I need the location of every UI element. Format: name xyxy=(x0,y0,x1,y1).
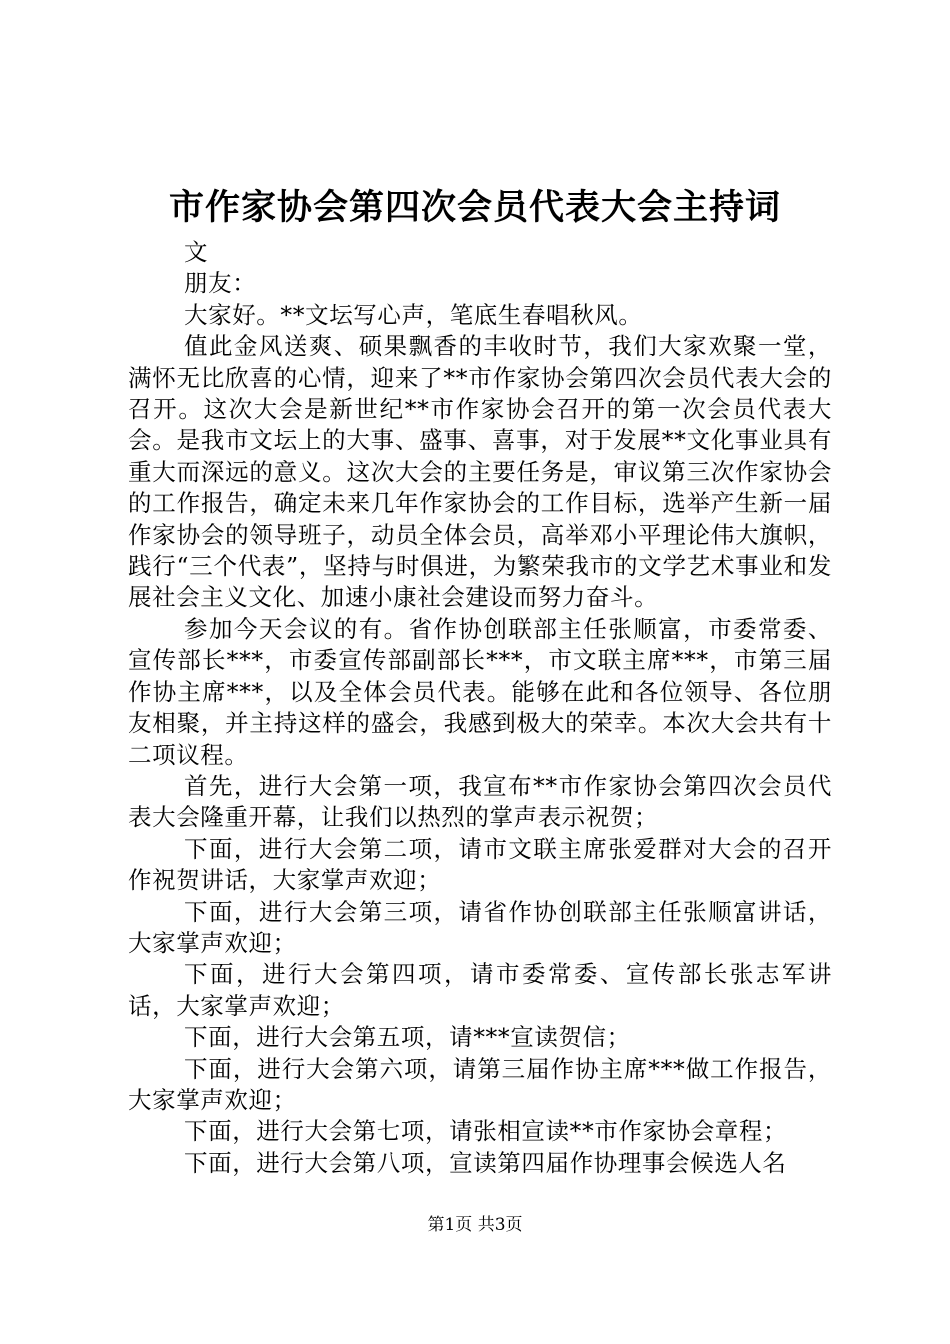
agenda-item-8: 下面，进行大会第八项，宣读第四届作协理事会候选人名 xyxy=(184,1148,787,1177)
paragraph-attendees: 参加今天会议的有。省作协创联部主任张顺富，市委常委、宣传部长***，市委宣传部副部长***，市文联主席***，市第三届作协主席***，以及全体会员代表。能够在此和各位领导、各位朋友相聚，并主持这样的盛会，我感到极大的荣幸。本次大会共有十二项议程。 xyxy=(128,614,832,769)
salutation: 朋友： xyxy=(184,269,257,298)
agenda-item-7: 下面，进行大会第七项，请张相宣读**市作家协会章程； xyxy=(184,1117,788,1146)
agenda-item-2: 下面，进行大会第二项，请市文联主席张爱群对大会的召开作祝贺讲话，大家掌声欢迎； xyxy=(128,834,832,895)
agenda-item-6: 下面，进行大会第六项，请第三届作协主席***做工作报告，大家掌声欢迎； xyxy=(128,1054,832,1114)
agenda-item-4: 下面，进行大会第四项，请市委常委、宣传部长张志军讲话，大家掌声欢迎； xyxy=(128,960,832,1020)
page-number-footer: 第1页 共3页 xyxy=(427,1215,523,1235)
agenda-item-1: 首先，进行大会第一项，我宣布**市作家协会第四次会员代表大会隆重开幕，让我们以热烈的掌声表示祝贺； xyxy=(128,771,832,832)
agenda-item-3: 下面，进行大会第三项，请省作协创联部主任张顺富讲话，大家掌声欢迎； xyxy=(128,897,832,957)
document-title: 市作家协会第四次会员代表大会主持词 xyxy=(168,187,781,228)
byline: 文 xyxy=(184,238,209,266)
agenda-item-5: 下面，进行大会第五项，请***宣读贺信； xyxy=(184,1023,631,1052)
paragraph-greeting: 大家好。**文坛写心声，笔底生春唱秋风。 xyxy=(184,300,643,329)
document-body xyxy=(128,237,832,1179)
paragraph-opening: 值此金风送爽、硕果飘香的丰收时节，我们大家欢聚一堂，满怀无比欣喜的心情，迎来了**市作家协会第四次会员代表大会的召开。这次大会是新世纪**市作家协会召开的第一次会员代表大会。是我市文坛上的大事、盛事、喜事，对于发展**文化事业具有重大而深远的意义。这次大会的主要任务是，审议第三次作家协会的工作报告，确定未来几年作家协会的工作目标，选举产生新一届作家协会的领导班子，动员全体会员，高举邓小平理论伟大旗帜，践行“三个代表”，坚持与时俱进，为繁荣我市的文学艺术事业和发展社会主义文化、加速小康社会建设而努力奋斗。 xyxy=(128,332,832,612)
